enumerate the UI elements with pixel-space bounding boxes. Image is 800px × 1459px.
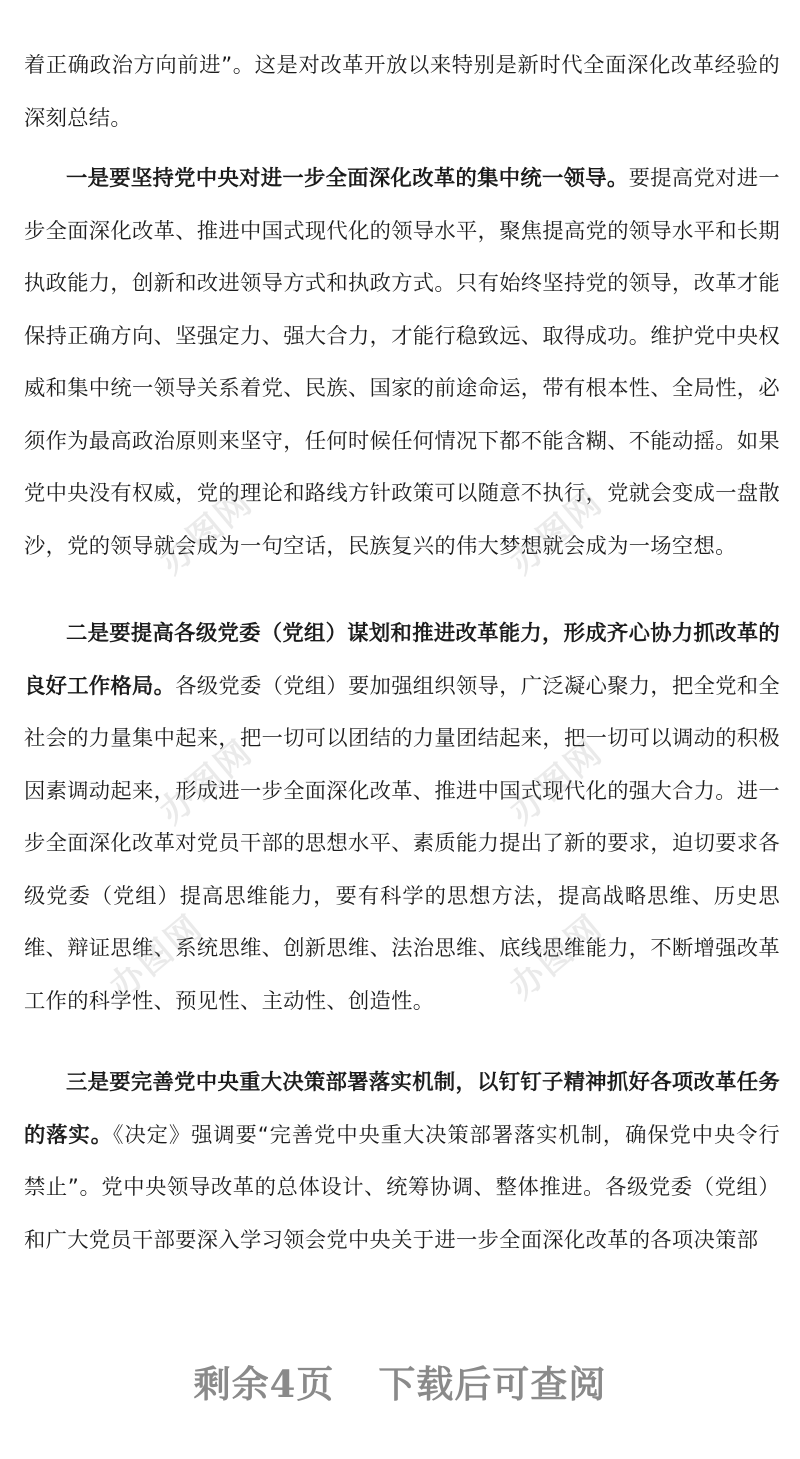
watermark: 办图网 [502, 482, 611, 583]
paragraph-heading: 二是要提高各级党委（党组）谋划和推进改革能力，形成齐心协力抓改革的良好工作格局。 [24, 621, 780, 699]
remaining-pages-label: 剩余4页 [193, 1362, 335, 1406]
paragraph-text: 着正确政治方向前进”。这是对改革开放以来特别是新时代全面深化改革经验的深刻总结。 [24, 53, 780, 131]
watermark: 办图网 [502, 907, 611, 1008]
paragraph-heading: 一是要坚持党中央对进一步全面深化改革的集中统一领导。 [66, 166, 629, 191]
watermark: 办图网 [502, 732, 611, 833]
download-to-view-label: 下载后可查阅 [378, 1362, 607, 1406]
watermark: 办图网 [102, 907, 211, 1008]
paragraph-point-three [24, 1057, 780, 1267]
paragraph-point-two [24, 608, 780, 1028]
watermark: 办图网 [152, 482, 261, 583]
download-prompt[interactable] [0, 1354, 800, 1408]
paragraph-text: 要提高党对进一步全面深化改革、推进中国式现代化的领导水平，聚焦提高党的领导水平和长期执政能力，创新和改进领导方式和执政方式。只有始终坚持党的领导，改革才能保持正确方向、坚强定力、强大合力，才能行稳致远、取得成功。维护党中央权威和集中统一领导关系着党、民族、国家的前途命运，带有根本性、全局性，必须作为最高政治原则来坚守，任何时候任何情况下都不能含糊、不能动摇。如果党中央没有权威，党的理论和路线方针政策可以随意不执行，党就会变成一盘散沙，党的领导就会成为一句空话，民族复兴的伟大梦想就会成为一场空想。 [24, 166, 780, 559]
watermark: 办图网 [152, 732, 261, 833]
paragraph-text: 《决定》强调要“完善党中央重大决策部署落实机制，确保党中央令行禁止”。党中央领导改革的总体设计、统筹协调、整体推进。各级党委（党组）和广大党员干部要深入学习领会党中央关于进一步全面深化改革的各项决策部 [24, 1122, 781, 1253]
paragraph-heading: 三是要完善党中央重大决策部署落实机制，以钉钉子精神抓好各项改革任务的落实。 [24, 1070, 780, 1148]
paragraph-point-one [24, 153, 780, 573]
paragraph-continuation [24, 40, 780, 145]
paragraph-text: 各级党委（党组）要加强组织领导，广泛凝心聚力，把全党和全社会的力量集中起来，把一切可以团结的力量团结起来，把一切可以调动的积极因素调动起来，形成进一步全面深化改革、推进中国式现代化的强大合力。进一步全面深化改革对党员干部的思想水平、素质能力提出了新的要求，迫切要求各级党委（党组）提高思维能力，要有科学的思想方法，提高战略思维、历史思维、辩证思维、系统思维、创新思维、法治思维、底线思维能力，不断增强改革工作的科学性、预见性、主动性、创造性。 [24, 673, 780, 1014]
